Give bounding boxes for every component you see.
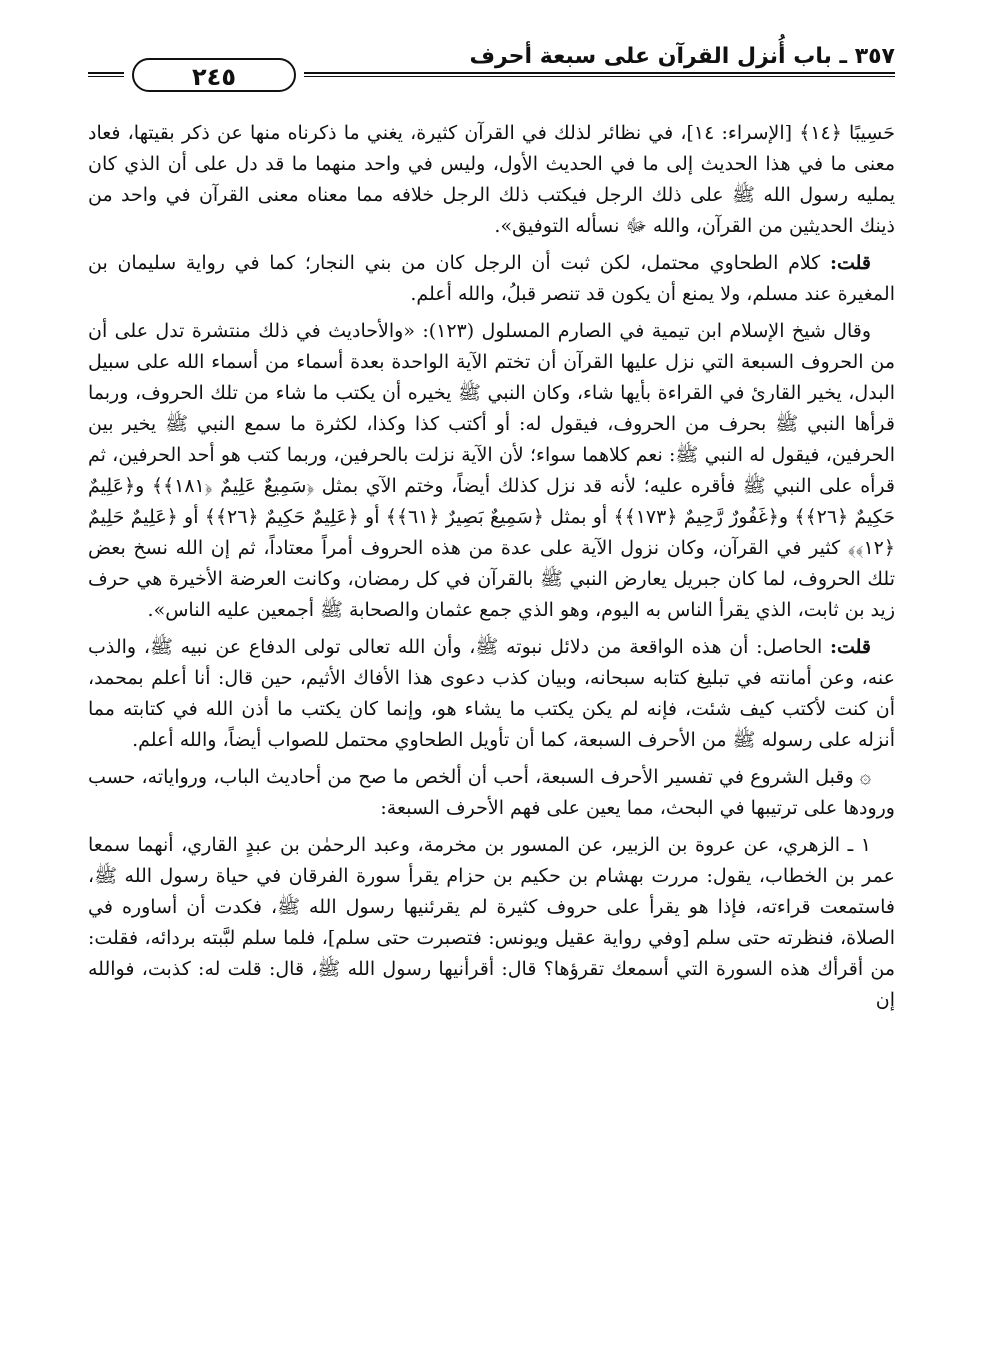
- paragraph-lead: قلت:: [829, 636, 871, 658]
- header-rule-left: [88, 72, 124, 77]
- paragraph: [88, 118, 895, 242]
- paragraph-text: ١ ـ الزهري، عن عروة بن الزبير، عن المسور بن مخرمة، وعبد الرحمٰن بن عبدٍ القاري، أنهما سمعا عمر بن الخطاب، يقول: مررت بهشام بن حكيم بن حزام يقرأ سورة الفرقان في حياة رسول الله ﷺ، فاستمعت قراءته، فإذا هو يقرأ على حروف كثيرة لم يقرئنيها رسول الله ﷺ، فكدت أن أساوره في الصلاة، فنظرته حتى سلم [وفي رواية عقيل ويونس: فتصبرت حتى سلم]، فلما سلم لبَّبته بردائه، فقلت: من أقرأك هذه السورة التي أسمعك تقرؤها؟ قال: أقرأنيها رسول الله ﷺ، قال: قلت له: كذبت، فوالله إن: [88, 834, 895, 1011]
- paragraph-text: الحاصل: أن هذه الواقعة من دلائل نبوته ﷺ، وأن الله تعالى تولى الدفاع عن نبيه ﷺ، والذب عنه، وعن أمانته في تبليغ كتابه سبحانه، وبيان كذب دعوى هذا الأفاك الأثيم، حين قال: أنا أعلم بمحمد، أن كنت لأكتب كيف شئت، فإنه لم يكن يكتب ما يشاء هو، وإنما كان يكتب ما أذن الله في كتابته مما أنزله على رسوله ﷺ من الأحرف السبعة، كما أن تأويل الطحاوي محتمل للصواب أيضاً، والله أعلم.: [88, 636, 895, 751]
- paragraph: [88, 248, 895, 310]
- paragraph: [88, 762, 895, 824]
- chapter-title: ٣٥٧ ـ باب أُنزل القرآن على سبعة أحرف: [469, 44, 895, 69]
- paragraph: [88, 632, 895, 756]
- page-body: [88, 118, 895, 1016]
- page-header: [88, 40, 895, 92]
- paragraph-text: حَسِيبًا ﴿١٤﴾ [الإسراء: ١٤]، في نظائر لذلك في القرآن كثيرة، يغني ما ذكرناه منها عن ذكر بقيتها، فعاد معنى ما في هذا الحديث إلى ما في الحديث الأول، وليس في واحد منهما ما قد دل على أن الذي كان يمليه رسول الله ﷺ على ذلك الرجل فيكتب ذلك الرجل خلافه مما معناه معنى القرآن في واحد من ذينك الحديثين من القرآن، والله ﷻ نسأله التوفيق».: [88, 122, 896, 237]
- paragraph-text: ۞ وقبل الشروع في تفسير الأحرف السبعة، أحب أن ألخص ما صح من أحاديث الباب، ورواياته، حسب ورودها على ترتيبها في البحث، مما يعين على فهم الأحرف السبعة:: [88, 766, 895, 819]
- paragraph-lead: قلت:: [829, 252, 871, 274]
- page-number: ٢٤٥: [132, 58, 296, 92]
- paragraph-text: كلام الطحاوي محتمل، لكن ثبت أن الرجل كان من بني النجار؛ كما في رواية سليمان بن المغيرة عند مسلم، ولا يمنع أن يكون قد تنصر قبلُ، والله أعلم.: [88, 252, 895, 305]
- paragraph-text: وقال شيخ الإسلام ابن تيمية في الصارم المسلول (١٢٣): «والأحاديث في ذلك منتشرة تدل على أن من الحروف السبعة التي نزل عليها القرآن أن تختم الآية الواحدة بعدة أسماء من أسماء الله على سبيل البدل، يخير القارئ في القراءة بأيها شاء، وكان النبي ﷺ يخيره أن يكتب ما شاء من تلك الحروف، وربما قرأها النبي ﷺ بحرف من الحروف، فيقول له: أو أكتب كذا وكذا، لكثرة ما سمع النبي ﷺ يخير بين الحرفين، فيقول له النبي ﷺ: نعم كلاهما سواء؛ لأن الآية نزلت بالحرفين، وربما كتب هو أحد الحرفين، ثم قرأه على النبي ﷺ فأقره عليه؛ لأنه قد نزل كذلك أيضاً، وختم الآي بمثل ﴿سَمِيعٌ عَلِيمٌ ﴿١٨١﴾﴾ و﴿عَلِيمٌ حَكِيمٌ ﴿٢٦﴾﴾ و﴿غَفُورٌ رَّحِيمٌ ﴿١٧٣﴾﴾ أو بمثل ﴿سَمِيعٌ بَصِيرٌ ﴿٦١﴾﴾ أو ﴿عَلِيمٌ حَكِيمٌ ﴿٢٦﴾﴾ أو ﴿عَلِيمٌ حَلِيمٌ ﴿١٢﴾﴾ كثير في القرآن، وكان نزول الآية على عدة من هذه الحروف أمراً معتاداً، ثم إن الله نسخ بعض تلك الحروف، لما كان جبريل يعارض النبي ﷺ بالقرآن في كل رمضان، وكانت العرضة الأخيرة هي حرف زيد بن ثابت، الذي يقرأ الناس به اليوم، وهو الذي جمع عثمان والصحابة ﷺ أجمعين عليه الناس».: [88, 320, 896, 621]
- paragraph: [88, 316, 895, 626]
- paragraph: [88, 830, 895, 1016]
- header-rule: [304, 72, 895, 77]
